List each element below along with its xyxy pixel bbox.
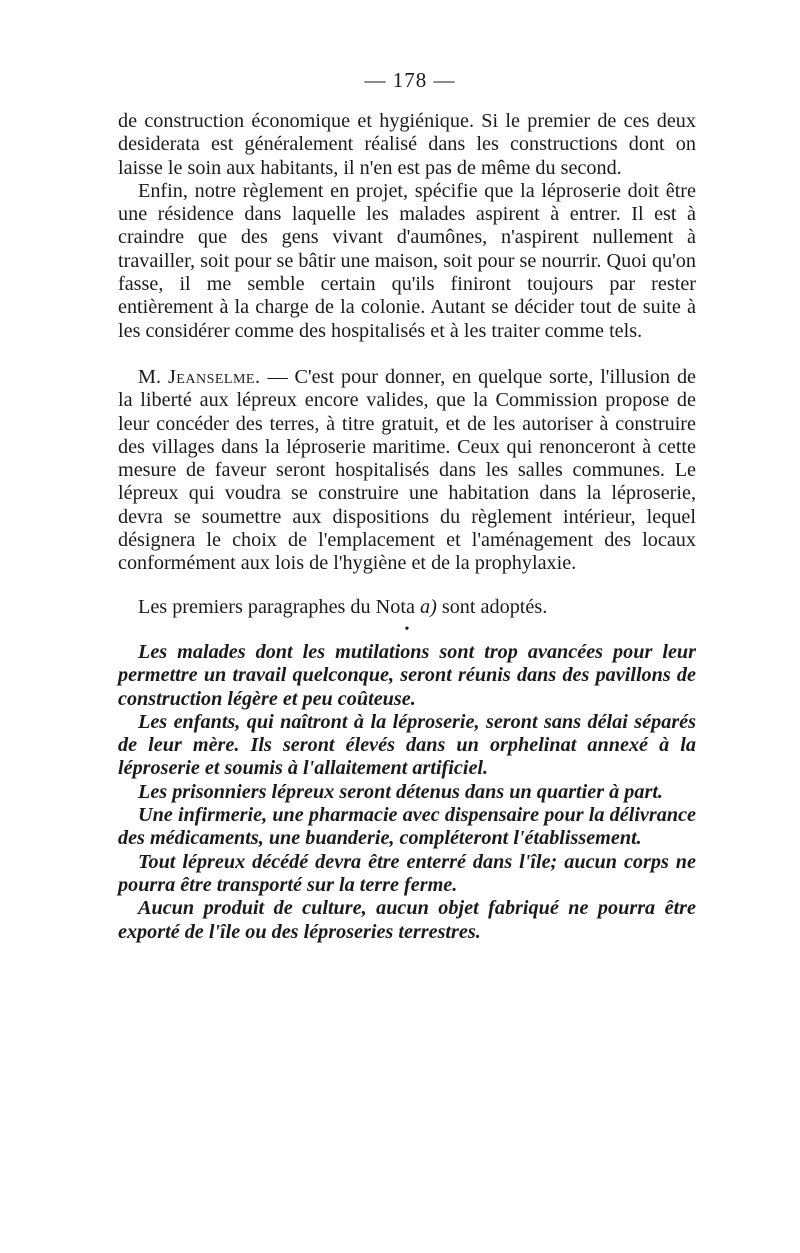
- nota-paragraph: Une infirmerie, une pharmacie avec dispensaire pour la délivrance des médicaments, une buanderie, compléteront l'établissement.: [118, 804, 696, 850]
- speaker-name: Jeanselme.: [167, 365, 261, 388]
- nota-section: [118, 641, 696, 944]
- paragraph-adoption: Les premiers paragraphes du Nota a) sont adoptés.: [138, 595, 548, 618]
- paragraph-2: Enfin, notre règlement en projet, spécifie que la léproserie doit être une résidence dans laquelle les malades aspirent à entrer. Il est à craindre que des gens vivant d'aumônes, n'aspirent nullement à travailler, soit pour se bâtir une maison, soit pour se nourrir. Quoi qu'on fasse, il me semble certain qu'ils finiront toujours par rester entièrement à la charge de la colonie. Autant se décider tout de suite à les considérer comme des hospitalisés et à les traiter comme tels.: [118, 179, 696, 342]
- nota-paragraph: Les enfants, qui naîtront à la léproserie, seront sans délai séparés de leur mère. Ils seront élevés dans un orphelinat annexé à la léproserie et soumis à l'allaitement artificiel.: [118, 710, 696, 780]
- speaker-title: M.: [138, 365, 161, 388]
- nota-paragraph: Aucun produit de culture, aucun objet fabriqué ne pourra être exporté de l'île ou des léproseries terrestres.: [118, 897, 696, 943]
- nota-paragraph: Les prisonniers lépreux seront détenus dans un quartier à part.: [138, 780, 663, 803]
- page-number: — 178 —: [364, 68, 456, 92]
- speaker-text: — C'est pour donner, en quelque sorte, l'illusion de la liberté aux lépreux encore valides, que la Commission propose de leur concéder des terres, à titre gratuit, et de les autoriser à construire des villages dans la léproserie maritime. Ceux qui renonceront à cette mesure de faveur seront hospitalisés dans les salles communes. Le lépreux qui voudra se construire une habitation dans la léproserie, devra se soumettre aux dispositions du règlement intérieur, lequel désignera le choix de l'emplacement et l'aménagement des locaux conformément aux lois de l'hygiène et de la prophylaxie.: [118, 365, 697, 575]
- paragraph-1: de construction économique et hygiénique. Si le premier de ces deux desiderata est généralement réalisé dans les constructions dont on laisse le soin aux habitants, il n'en est pas de même du second.: [118, 110, 696, 179]
- body-text: [118, 110, 696, 944]
- paragraph-jeanselme: [118, 366, 696, 576]
- nota-paragraph: Tout lépreux décédé devra être enterré dans l'île; aucun corps ne pourra être transporté sur la terre ferme.: [118, 850, 696, 896]
- bullet-marker: •: [404, 621, 410, 637]
- nota-paragraph: Les malades dont les mutilations sont trop avancées pour leur permettre un travail quelconque, seront réunis dans des pavillons de construction légère et peu coûteuse.: [118, 640, 696, 710]
